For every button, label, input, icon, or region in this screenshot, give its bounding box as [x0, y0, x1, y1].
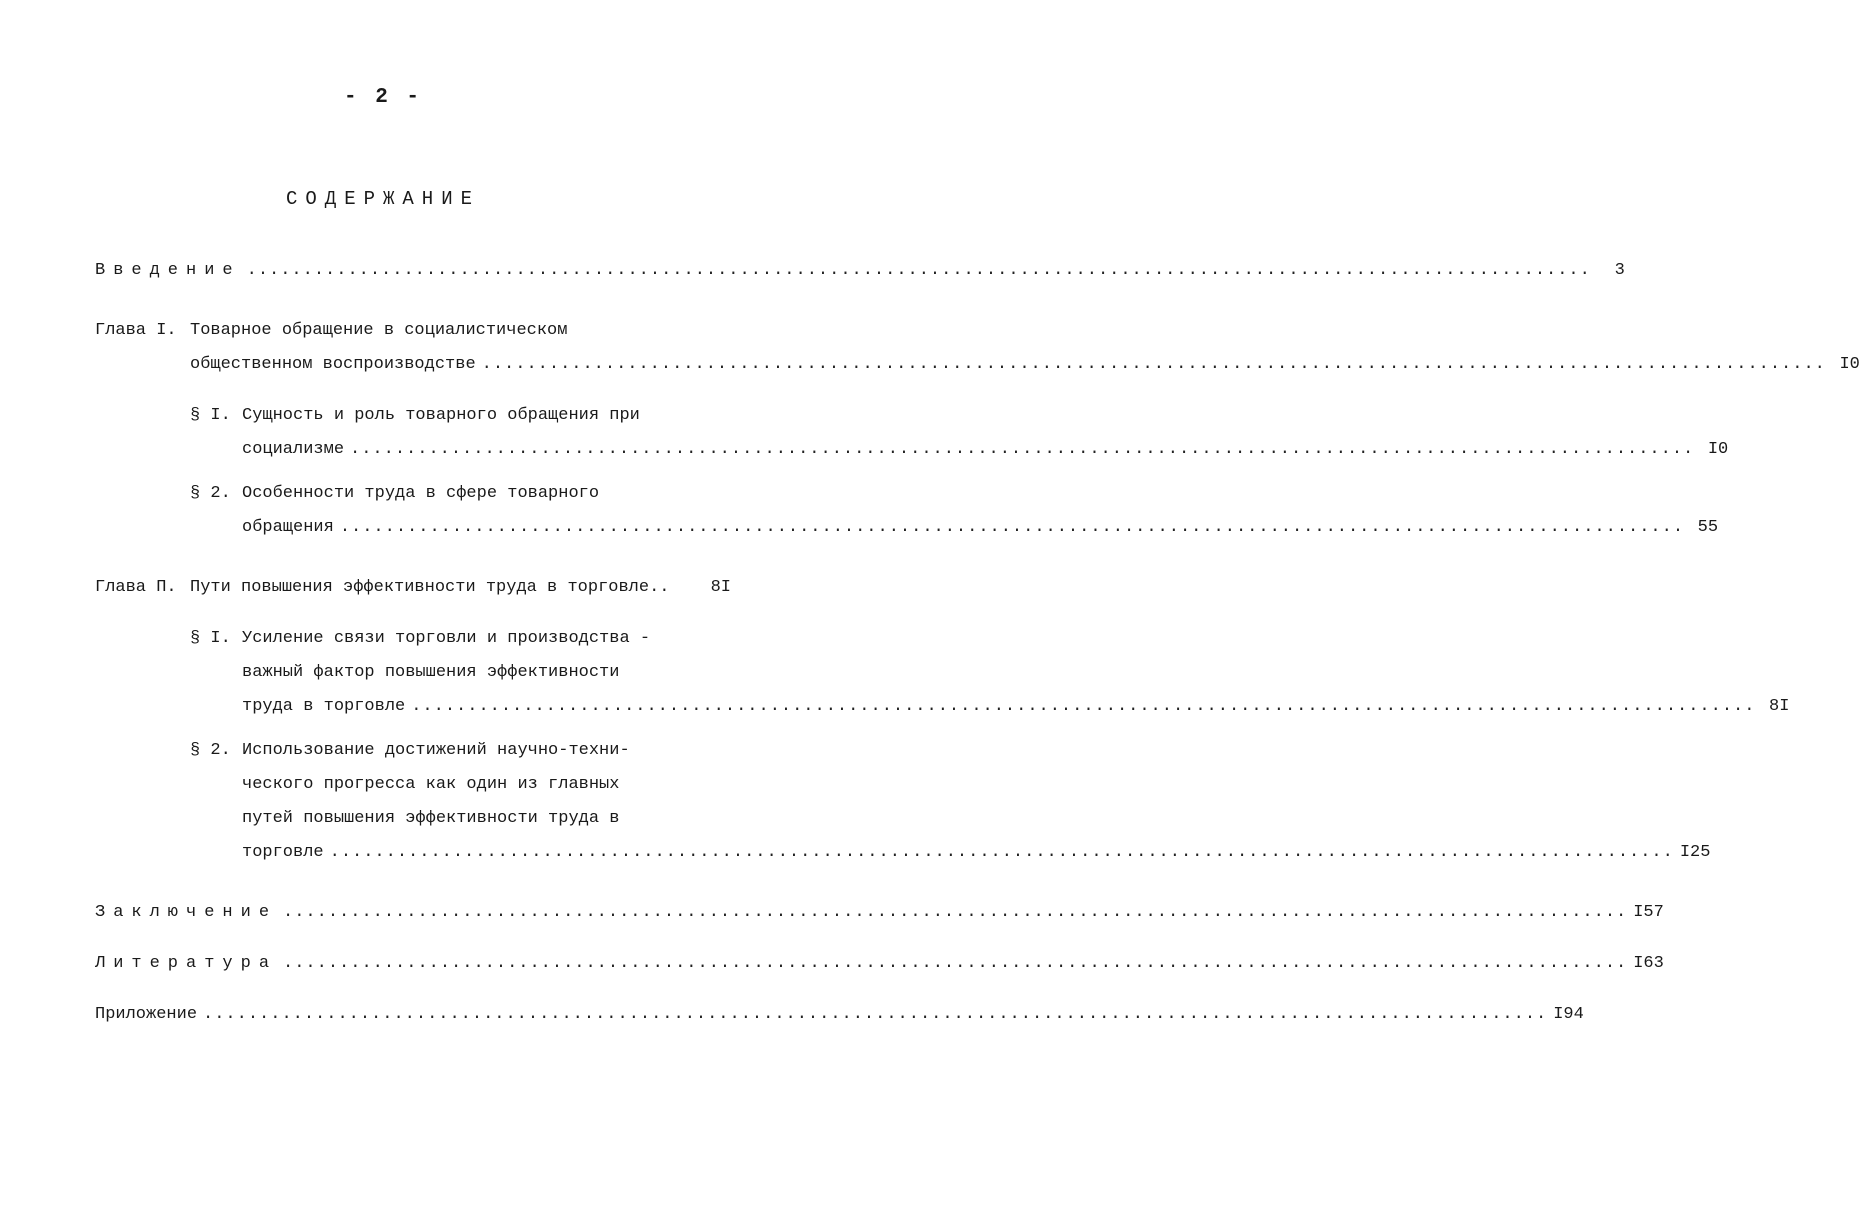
conclusion-page: I57 — [1633, 903, 1664, 922]
chapter2-page: 8I — [710, 578, 731, 597]
section-title-line1: Сущность и роль товарного обращения при — [242, 406, 640, 425]
dot-leader: ........................................................................................................................ — [411, 697, 1756, 716]
toc-entry-literature — [95, 953, 1664, 975]
dot-leader: ........................................................................................................................ — [283, 954, 1628, 973]
appendix-page: I94 — [1553, 1005, 1584, 1024]
section-title-line3: путей повышения эффективности труда в — [242, 809, 620, 828]
chapter1-page: I0 — [1839, 355, 1860, 374]
literature-label: Литература — [95, 954, 278, 973]
dot-leader: ........................................................................................................................ — [339, 518, 1685, 537]
toc-title: СОДЕРЖАНИЕ — [285, 188, 481, 210]
page-number: - 2 - — [343, 86, 422, 109]
section-title-line1: Особенности труда в сфере товарного — [242, 484, 600, 503]
toc-entry-intro — [95, 260, 1625, 282]
toc-entry-section — [242, 842, 1711, 864]
section-title-line2: социализме — [242, 440, 345, 459]
toc-entry-conclusion — [95, 902, 1664, 924]
section-label: § 2. — [190, 741, 231, 760]
toc-entry-section — [242, 696, 1790, 718]
dot-leader: ........................................................................................................................ — [283, 903, 1628, 922]
chapter1-title-line2: общественном воспроизводстве — [190, 355, 476, 374]
intro-label: Введение — [95, 261, 241, 280]
section-title-line2: важный фактор повышения эффективности — [242, 663, 620, 682]
chapter2-label: Глава П. — [95, 578, 177, 597]
chapter2-title-line1: Пути повышения эффективности труда в торговле.. — [190, 578, 670, 597]
section-title-line1: Использование достижений научно-техни- — [242, 741, 630, 760]
dot-leader: ........................................................................................................................ — [329, 843, 1674, 862]
section-page: I25 — [1679, 843, 1711, 862]
chapter1-label: Глава I. — [95, 321, 177, 340]
intro-page: 3 — [1614, 261, 1625, 280]
section-label: § 2. — [190, 484, 231, 503]
section-page: 55 — [1697, 518, 1719, 537]
section-page: I0 — [1707, 440, 1729, 459]
dot-leader: ........................................................................................................................ — [203, 1005, 1548, 1024]
appendix-label: Приложение — [95, 1005, 198, 1024]
section-page: 8I — [1769, 697, 1790, 716]
dot-leader: ........................................................................................................................ — [246, 261, 1591, 280]
toc-entry-chapter1 — [190, 354, 1860, 376]
toc-entry-chapter2 — [190, 577, 731, 599]
section-title-line2: обращения — [242, 518, 334, 537]
section-label: § I. — [190, 629, 231, 648]
conclusion-label: Заключение — [95, 903, 278, 922]
section-title-line3: труда в торговле — [242, 697, 406, 716]
section-title-line1: Усиление связи торговли и производства - — [242, 629, 651, 648]
section-label: § I. — [190, 406, 231, 425]
literature-page: I63 — [1633, 954, 1664, 973]
dot-leader: ........................................................................................................................ — [481, 355, 1826, 374]
dot-leader: ........................................................................................................................ — [350, 440, 1695, 459]
section-title-line2: ческого прогресса как один из главных — [242, 775, 620, 794]
toc-entry-section — [242, 439, 1729, 461]
toc-entry-appendix — [95, 1004, 1584, 1026]
section-title-line4: торговле — [242, 843, 324, 862]
chapter1-title-line1: Товарное обращение в социалистическом — [190, 321, 568, 340]
toc-entry-section — [242, 517, 1719, 539]
